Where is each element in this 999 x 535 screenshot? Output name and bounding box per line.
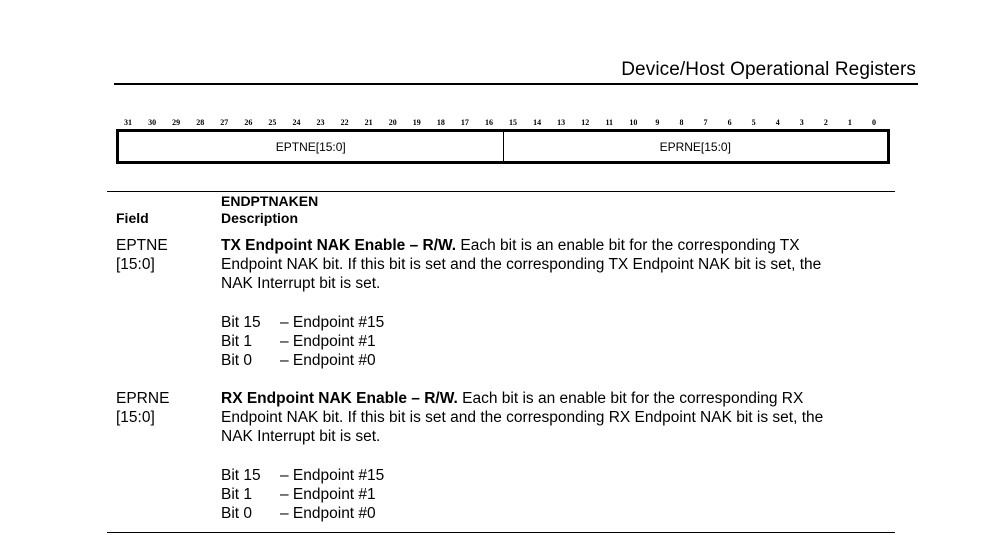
bit-number: 13 xyxy=(557,118,566,127)
bit-number: 15 xyxy=(509,118,518,127)
description-line xyxy=(221,236,881,255)
bit-label: Bit 15 xyxy=(221,467,261,484)
field-name-eprne xyxy=(116,389,169,427)
bit-number: 6 xyxy=(727,118,732,127)
bit-number: 22 xyxy=(340,118,349,127)
bit-label: Bit 0 xyxy=(221,352,253,369)
register-field-eptne: EPTNE[15:0] xyxy=(275,139,346,154)
description-line: NAK Interrupt bit is set. xyxy=(221,275,381,292)
bit-number: 26 xyxy=(244,118,253,127)
field-description-eptne xyxy=(221,236,881,293)
bit-number: 4 xyxy=(775,118,780,127)
bit-number: 3 xyxy=(799,118,804,127)
field-name-line: EPRNE xyxy=(116,390,170,407)
description-column-header xyxy=(221,193,318,227)
bit-desc: – Endpoint #0 xyxy=(280,505,376,522)
register-field-eprne: EPRNE[15:0] xyxy=(503,132,888,161)
bit-number: 2 xyxy=(823,118,828,127)
page-header-title: Device/Host Operational Registers xyxy=(621,59,916,80)
bit-row xyxy=(221,332,384,351)
bit-number: 11 xyxy=(605,118,614,127)
header-rule xyxy=(114,83,918,85)
bit-number: 31 xyxy=(124,118,132,127)
table-bottom-rule xyxy=(107,532,895,533)
bit-label: Bit 0 xyxy=(221,505,253,522)
bit-number: 28 xyxy=(196,118,205,127)
bit-desc: – Endpoint #15 xyxy=(280,314,385,331)
bit-number: 16 xyxy=(484,118,493,127)
bit-label: Bit 1 xyxy=(221,333,253,350)
bit-row xyxy=(221,351,384,370)
bit-number: 29 xyxy=(172,118,181,127)
bit-label: Bit 1 xyxy=(221,486,253,503)
bit-number: 10 xyxy=(629,118,638,127)
description-line: Endpoint NAK bit. If this bit is set and the corresponding RX Endpoint NAK bit is set, the xyxy=(221,409,824,426)
bit-number: 25 xyxy=(268,118,277,127)
bit-number: 17 xyxy=(460,118,469,127)
description-text: Each bit is an enable bit for the corresponding RX xyxy=(457,390,804,407)
field-column-header: Field xyxy=(116,210,149,226)
bit-number: 5 xyxy=(751,118,756,127)
bit-row xyxy=(221,485,384,504)
bit-list-eptne xyxy=(221,313,384,370)
bit-number: 27 xyxy=(220,118,229,127)
bit-number: 20 xyxy=(388,118,397,127)
bit-number: 12 xyxy=(581,118,590,127)
description-line: Endpoint NAK bit. If this bit is set and the corresponding TX Endpoint NAK bit is set, the xyxy=(221,256,822,273)
description-line xyxy=(221,389,881,408)
description-title: TX Endpoint NAK Enable – R/W. xyxy=(221,237,457,254)
bit-label: Bit 15 xyxy=(221,314,261,331)
bit-number: 14 xyxy=(533,118,542,127)
bit-number: 0 xyxy=(872,118,876,127)
field-name-eptne xyxy=(116,236,168,274)
bit-number: 18 xyxy=(436,118,445,127)
bit-number: 21 xyxy=(364,118,373,127)
bit-desc: – Endpoint #1 xyxy=(280,333,376,350)
bit-list-eprne xyxy=(221,466,384,523)
bit-number: 19 xyxy=(412,118,421,127)
field-bits-range: [15:0] xyxy=(116,409,155,426)
register-name: ENDPTNAKEN xyxy=(221,193,319,209)
bit-number: 8 xyxy=(679,118,684,127)
bit-number: 1 xyxy=(847,118,852,127)
table-top-rule xyxy=(107,191,895,192)
bit-number: 30 xyxy=(148,118,157,127)
bit-desc: – Endpoint #15 xyxy=(280,467,385,484)
bit-row xyxy=(221,313,384,332)
field-name-line: EPTNE xyxy=(116,237,168,254)
description-title: RX Endpoint NAK Enable – R/W. xyxy=(221,390,458,407)
bit-number: 24 xyxy=(292,118,301,127)
bit-row xyxy=(221,466,384,485)
field-description-eprne xyxy=(221,389,881,446)
description-line: NAK Interrupt bit is set. xyxy=(221,428,381,445)
bit-row xyxy=(221,504,384,523)
bit-number: 9 xyxy=(655,118,660,127)
description-label: Description xyxy=(221,210,299,226)
bit-desc: – Endpoint #1 xyxy=(280,486,376,503)
bit-desc: – Endpoint #0 xyxy=(280,352,376,369)
description-text: Each bit is an enable bit for the corresponding TX xyxy=(456,237,800,254)
register-bit-numbers xyxy=(0,119,999,129)
field-bits-range: [15:0] xyxy=(116,256,155,273)
bit-number: 23 xyxy=(316,118,325,127)
bit-number: 7 xyxy=(703,118,708,127)
register-diagram xyxy=(116,129,890,164)
